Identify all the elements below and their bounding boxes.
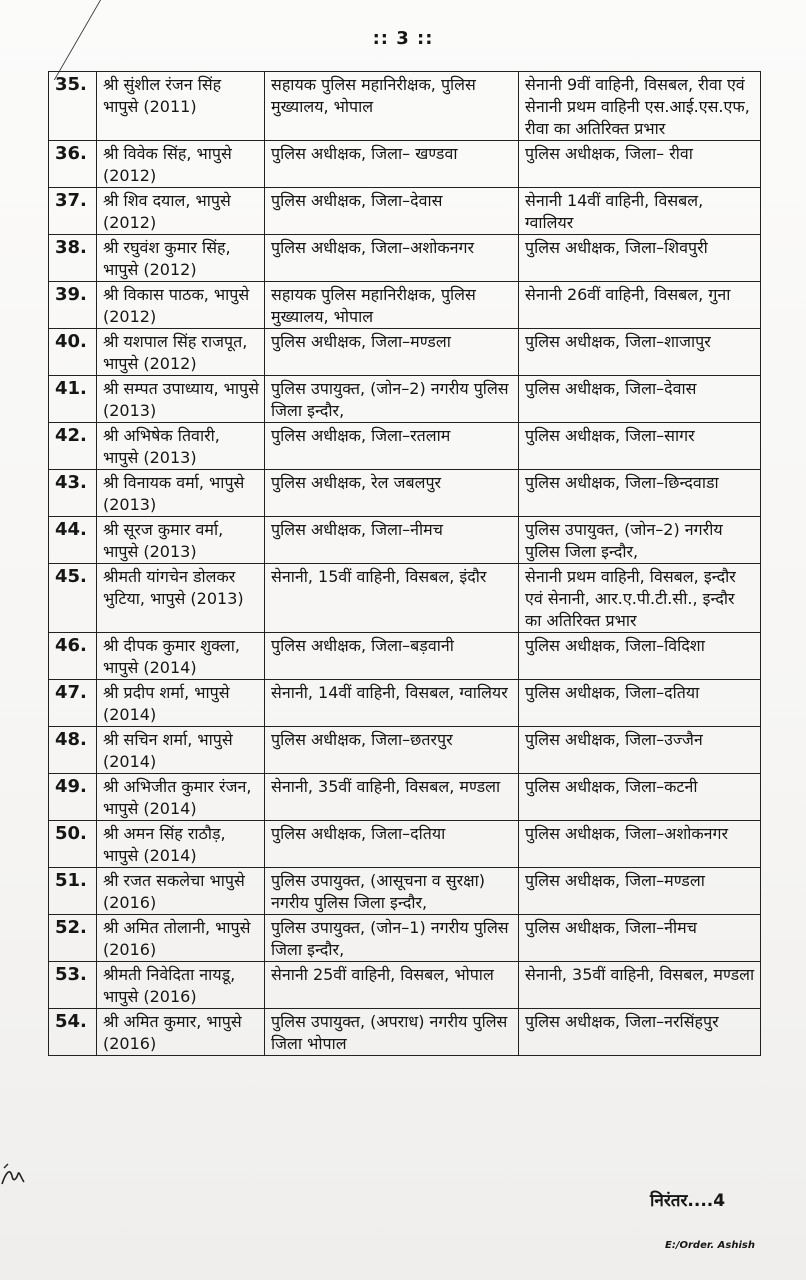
new-posting-cell: पुलिस अधीक्षक, जिला–नीमच [519, 915, 761, 962]
order-reference: E:/Order. Ashish [665, 1240, 755, 1251]
table-row [49, 727, 761, 774]
table-row [49, 423, 761, 470]
officer-name-cell: श्री दीपक कुमार शुक्ला, भापुसे (2014) [97, 633, 265, 680]
current-posting-cell: सेनानी, 35वीं वाहिनी, विसबल, मण्डला [265, 774, 519, 821]
serial-number-cell: 37. [49, 188, 97, 235]
current-posting-cell: पुलिस अधीक्षक, जिला–मण्डला [265, 329, 519, 376]
officer-name-cell: श्री रजत सकलेचा भापुसे (2016) [97, 868, 265, 915]
current-posting-cell: पुलिस उपायुक्त, (जोन–2) नगरीय पुलिस जिला इन्दौर, [265, 376, 519, 423]
officer-name-cell: श्री सुंशील रंजन सिंह भापुसे (2011) [97, 72, 265, 141]
officer-name-cell: श्री रघुवंश कुमार सिंह, भापुसे (2012) [97, 235, 265, 282]
new-posting-cell: सेनानी 26वीं वाहिनी, विसबल, गुना [519, 282, 761, 329]
new-posting-cell: सेनानी प्रथम वाहिनी, विसबल, इन्दौर एवं सेनानी, आर.ए.पी.टी.सी., इन्दौर का अतिरिक्त प्रभार [519, 564, 761, 633]
table-row [49, 1009, 761, 1056]
table-row [49, 141, 761, 188]
table-row [49, 188, 761, 235]
current-posting-cell: पुलिस उपायुक्त, (जोन–1) नगरीय पुलिस जिला इन्दौर, [265, 915, 519, 962]
new-posting-cell: सेनानी 14वीं वाहिनी, विसबल, ग्वालियर [519, 188, 761, 235]
serial-number-cell: 54. [49, 1009, 97, 1056]
serial-number-cell: 50. [49, 821, 97, 868]
officer-name-cell: श्री विवेक सिंह, भापुसे (2012) [97, 141, 265, 188]
current-posting-cell: पुलिस अधीक्षक, जिला–अशोकनगर [265, 235, 519, 282]
table-row [49, 564, 761, 633]
serial-number-cell: 40. [49, 329, 97, 376]
officer-name-cell: श्री अमित तोलानी, भापुसे (2016) [97, 915, 265, 962]
new-posting-cell: पुलिस अधीक्षक, जिला–विदिशा [519, 633, 761, 680]
current-posting-cell: सहायक पुलिस महानिरीक्षक, पुलिस मुख्यालय, भोपाल [265, 72, 519, 141]
serial-number-cell: 45. [49, 564, 97, 633]
serial-number-cell: 53. [49, 962, 97, 1009]
table-row [49, 962, 761, 1009]
new-posting-cell: पुलिस अधीक्षक, जिला– रीवा [519, 141, 761, 188]
table-row [49, 282, 761, 329]
current-posting-cell: सहायक पुलिस महानिरीक्षक, पुलिस मुख्यालय, भोपाल [265, 282, 519, 329]
serial-number-cell: 39. [49, 282, 97, 329]
serial-number-cell: 52. [49, 915, 97, 962]
current-posting-cell: पुलिस अधीक्षक, जिला– खण्डवा [265, 141, 519, 188]
new-posting-cell: पुलिस अधीक्षक, जिला–नरसिंहपुर [519, 1009, 761, 1056]
new-posting-cell: सेनानी 9वीं वाहिनी, विसबल, रीवा एवं सेनानी प्रथम वाहिनी एस.आई.एस.एफ, रीवा का अतिरिक्त प्रभार [519, 72, 761, 141]
current-posting-cell: पुलिस अधीक्षक, जिला–रतलाम [265, 423, 519, 470]
officer-name-cell: श्री अभिषेक तिवारी, भापुसे (2013) [97, 423, 265, 470]
current-posting-cell: सेनानी 25वीं वाहिनी, विसबल, भोपाल [265, 962, 519, 1009]
officer-name-cell: श्रीमती यांगचेन डोलकर भुटिया, भापुसे (2013) [97, 564, 265, 633]
serial-number-cell: 51. [49, 868, 97, 915]
table-row [49, 376, 761, 423]
officer-name-cell: श्री विकास पाठक, भापुसे (2012) [97, 282, 265, 329]
new-posting-cell: पुलिस अधीक्षक, जिला–शिवपुरी [519, 235, 761, 282]
new-posting-cell: पुलिस अधीक्षक, जिला–सागर [519, 423, 761, 470]
current-posting-cell: सेनानी, 14वीं वाहिनी, विसबल, ग्वालियर [265, 680, 519, 727]
officer-name-cell: श्री सूरज कुमार वर्मा, भापुसे (2013) [97, 517, 265, 564]
new-posting-cell: पुलिस अधीक्षक, जिला–अशोकनगर [519, 821, 761, 868]
current-posting-cell: पुलिस अधीक्षक, रेल जबलपुर [265, 470, 519, 517]
table-row [49, 868, 761, 915]
new-posting-cell: पुलिस अधीक्षक, जिला–कटनी [519, 774, 761, 821]
serial-number-cell: 38. [49, 235, 97, 282]
serial-number-cell: 48. [49, 727, 97, 774]
table-row [49, 680, 761, 727]
serial-number-cell: 47. [49, 680, 97, 727]
officer-name-cell: श्री यशपाल सिंह राजपूत, भापुसे (2012) [97, 329, 265, 376]
serial-number-cell: 44. [49, 517, 97, 564]
new-posting-cell: पुलिस अधीक्षक, जिला–उज्जैन [519, 727, 761, 774]
transfer-table [48, 71, 761, 1056]
current-posting-cell: पुलिस उपायुक्त, (आसूचना व सुरक्षा) नगरीय पुलिस जिला इन्दौर, [265, 868, 519, 915]
officer-name-cell: श्री अभिजीत कुमार रंजन, भापुसे (2014) [97, 774, 265, 821]
new-posting-cell: पुलिस अधीक्षक, जिला–दतिया [519, 680, 761, 727]
table-row [49, 329, 761, 376]
serial-number-cell: 41. [49, 376, 97, 423]
new-posting-cell: पुलिस अधीक्षक, जिला–मण्डला [519, 868, 761, 915]
new-posting-cell: पुलिस अधीक्षक, जिला–देवास [519, 376, 761, 423]
table-row [49, 235, 761, 282]
officer-name-cell: श्रीमती निवेदिता नायडू, भापुसे (2016) [97, 962, 265, 1009]
current-posting-cell: पुलिस अधीक्षक, जिला–छतरपुर [265, 727, 519, 774]
serial-number-cell: 36. [49, 141, 97, 188]
officer-name-cell: श्री विनायक वर्मा, भापुसे (2013) [97, 470, 265, 517]
table-row [49, 72, 761, 141]
officer-name-cell: श्री अमन सिंह राठौड़, भापुसे (2014) [97, 821, 265, 868]
table-row [49, 517, 761, 564]
officer-name-cell: श्री अमित कुमार, भापुसे (2016) [97, 1009, 265, 1056]
current-posting-cell: पुलिस अधीक्षक, जिला–नीमच [265, 517, 519, 564]
current-posting-cell: पुलिस उपायुक्त, (अपराध) नगरीय पुलिस जिला भोपाल [265, 1009, 519, 1056]
current-posting-cell: सेनानी, 15वीं वाहिनी, विसबल, इंदौर [265, 564, 519, 633]
current-posting-cell: पुलिस अधीक्षक, जिला–देवास [265, 188, 519, 235]
page-number: :: 3 :: [372, 28, 434, 49]
officer-name-cell: श्री सम्पत उपाध्याय, भापुसे (2013) [97, 376, 265, 423]
officer-name-cell: श्री प्रदीप शर्मा, भापुसे (2014) [97, 680, 265, 727]
serial-number-cell: 46. [49, 633, 97, 680]
table-row [49, 774, 761, 821]
new-posting-cell: सेनानी, 35वीं वाहिनी, विसबल, मण्डला [519, 962, 761, 1009]
serial-number-cell: 49. [49, 774, 97, 821]
serial-number-cell: 42. [49, 423, 97, 470]
continued-note: निरंतर....4 [650, 1191, 726, 1211]
current-posting-cell: पुलिस अधीक्षक, जिला–बड़वानी [265, 633, 519, 680]
officer-name-cell: श्री सचिन शर्मा, भापुसे (2014) [97, 727, 265, 774]
new-posting-cell: पुलिस अधीक्षक, जिला–शाजापुर [519, 329, 761, 376]
table-row [49, 915, 761, 962]
current-posting-cell: पुलिस अधीक्षक, जिला–दतिया [265, 821, 519, 868]
officer-name-cell: श्री शिव दयाल, भापुसे (2012) [97, 188, 265, 235]
table-row [49, 470, 761, 517]
new-posting-cell: पुलिस उपायुक्त, (जोन–2) नगरीय पुलिस जिला इन्दौर, [519, 517, 761, 564]
serial-number-cell: 43. [49, 470, 97, 517]
table-row [49, 821, 761, 868]
table-row [49, 633, 761, 680]
signature-mark [0, 1158, 26, 1192]
new-posting-cell: पुलिस अधीक्षक, जिला–छिन्दवाडा [519, 470, 761, 517]
serial-number-cell: 35. [49, 72, 97, 141]
